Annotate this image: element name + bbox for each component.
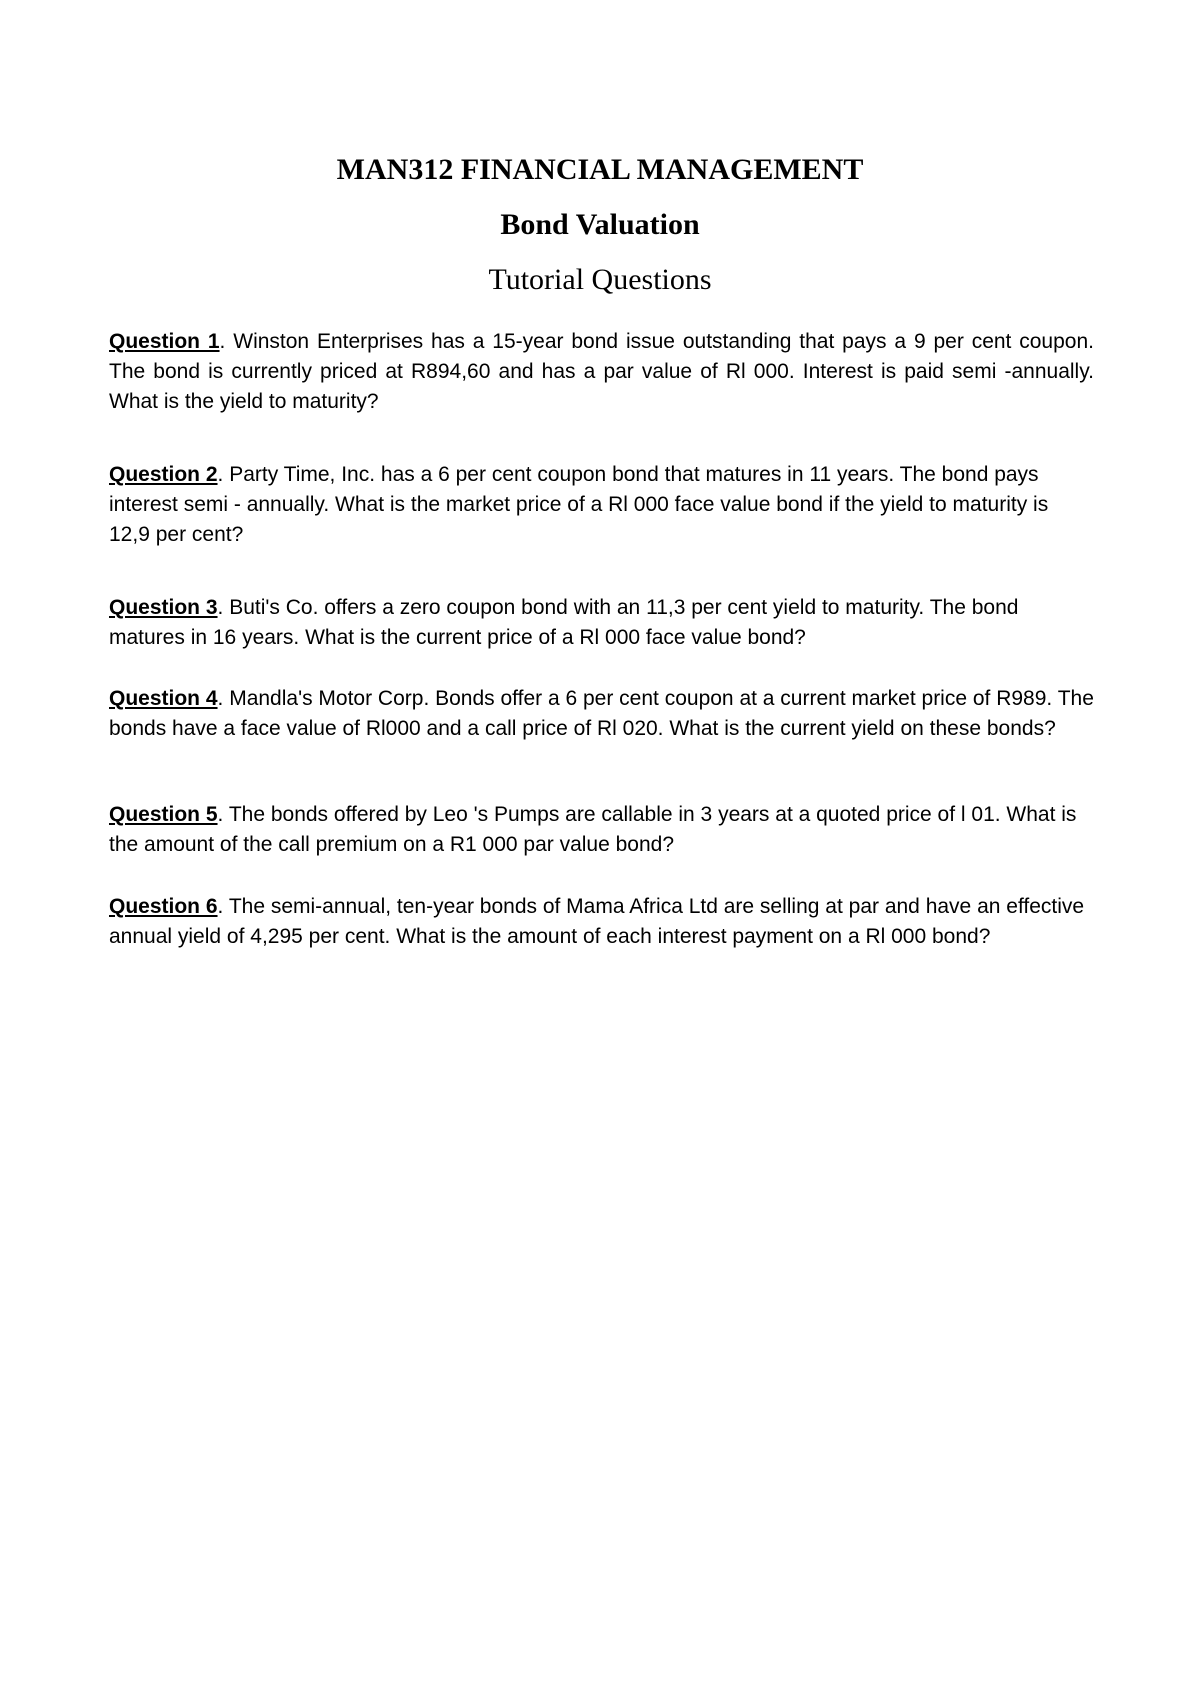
title-block <box>0 150 1200 300</box>
question-5 <box>109 800 1094 860</box>
question-label: Question 4 <box>109 687 218 710</box>
question-text: . The semi-annual, ten-year bonds of Mama Africa Ltd are selling at par and have an effective annual yield of 4,295 per cent. What is the amount of each interest payment on a Rl 000 bond? <box>109 895 1085 948</box>
question-label: Question 6 <box>109 895 218 918</box>
question-text: . Party Time, Inc. has a 6 per cent coupon bond that matures in 11 years. The bond pays interest semi - annually. What is the market price of a Rl 000 face value bond if the yield to maturity is 12,9 per cent? <box>109 463 1049 546</box>
question-label: Question 3 <box>109 596 218 619</box>
question-3 <box>109 593 1094 653</box>
question-label: Question 5 <box>109 803 218 826</box>
page-subtitle: Bond Valuation <box>500 208 700 241</box>
question-text: . Mandla's Motor Corp. Bonds offer a 6 per cent coupon at a current market price of R989. The bonds have a face value of Rl000 and a call price of Rl 020. What is the current yield on these bonds? <box>109 687 1094 740</box>
question-4 <box>109 684 1094 744</box>
page-title: MAN312 FINANCIAL MANAGEMENT <box>336 153 864 186</box>
question-2 <box>109 460 1094 550</box>
question-label: Question 1 <box>109 330 220 353</box>
question-1 <box>109 327 1094 417</box>
section-heading: Tutorial Questions <box>488 263 712 296</box>
question-text: . The bonds offered by Leo 's Pumps are callable in 3 years at a quoted price of l 01. What is the amount of the call premium on a R1 000 par value bond? <box>109 803 1077 856</box>
question-text: . Winston Enterprises has a 15-year bond issue outstanding that pays a 9 per cent coupon. The bond is currently priced at R894,60 and has a par value of Rl 000. Interest is paid semi -annually. What is the yield to maturity? <box>109 330 1094 413</box>
question-6 <box>109 892 1094 952</box>
question-text: . Buti's Co. offers a zero coupon bond with an 11,3 per cent yield to maturity. The bond matures in 16 years. What is the current price of a Rl 000 face value bond? <box>109 596 1019 649</box>
question-label: Question 2 <box>109 463 218 486</box>
